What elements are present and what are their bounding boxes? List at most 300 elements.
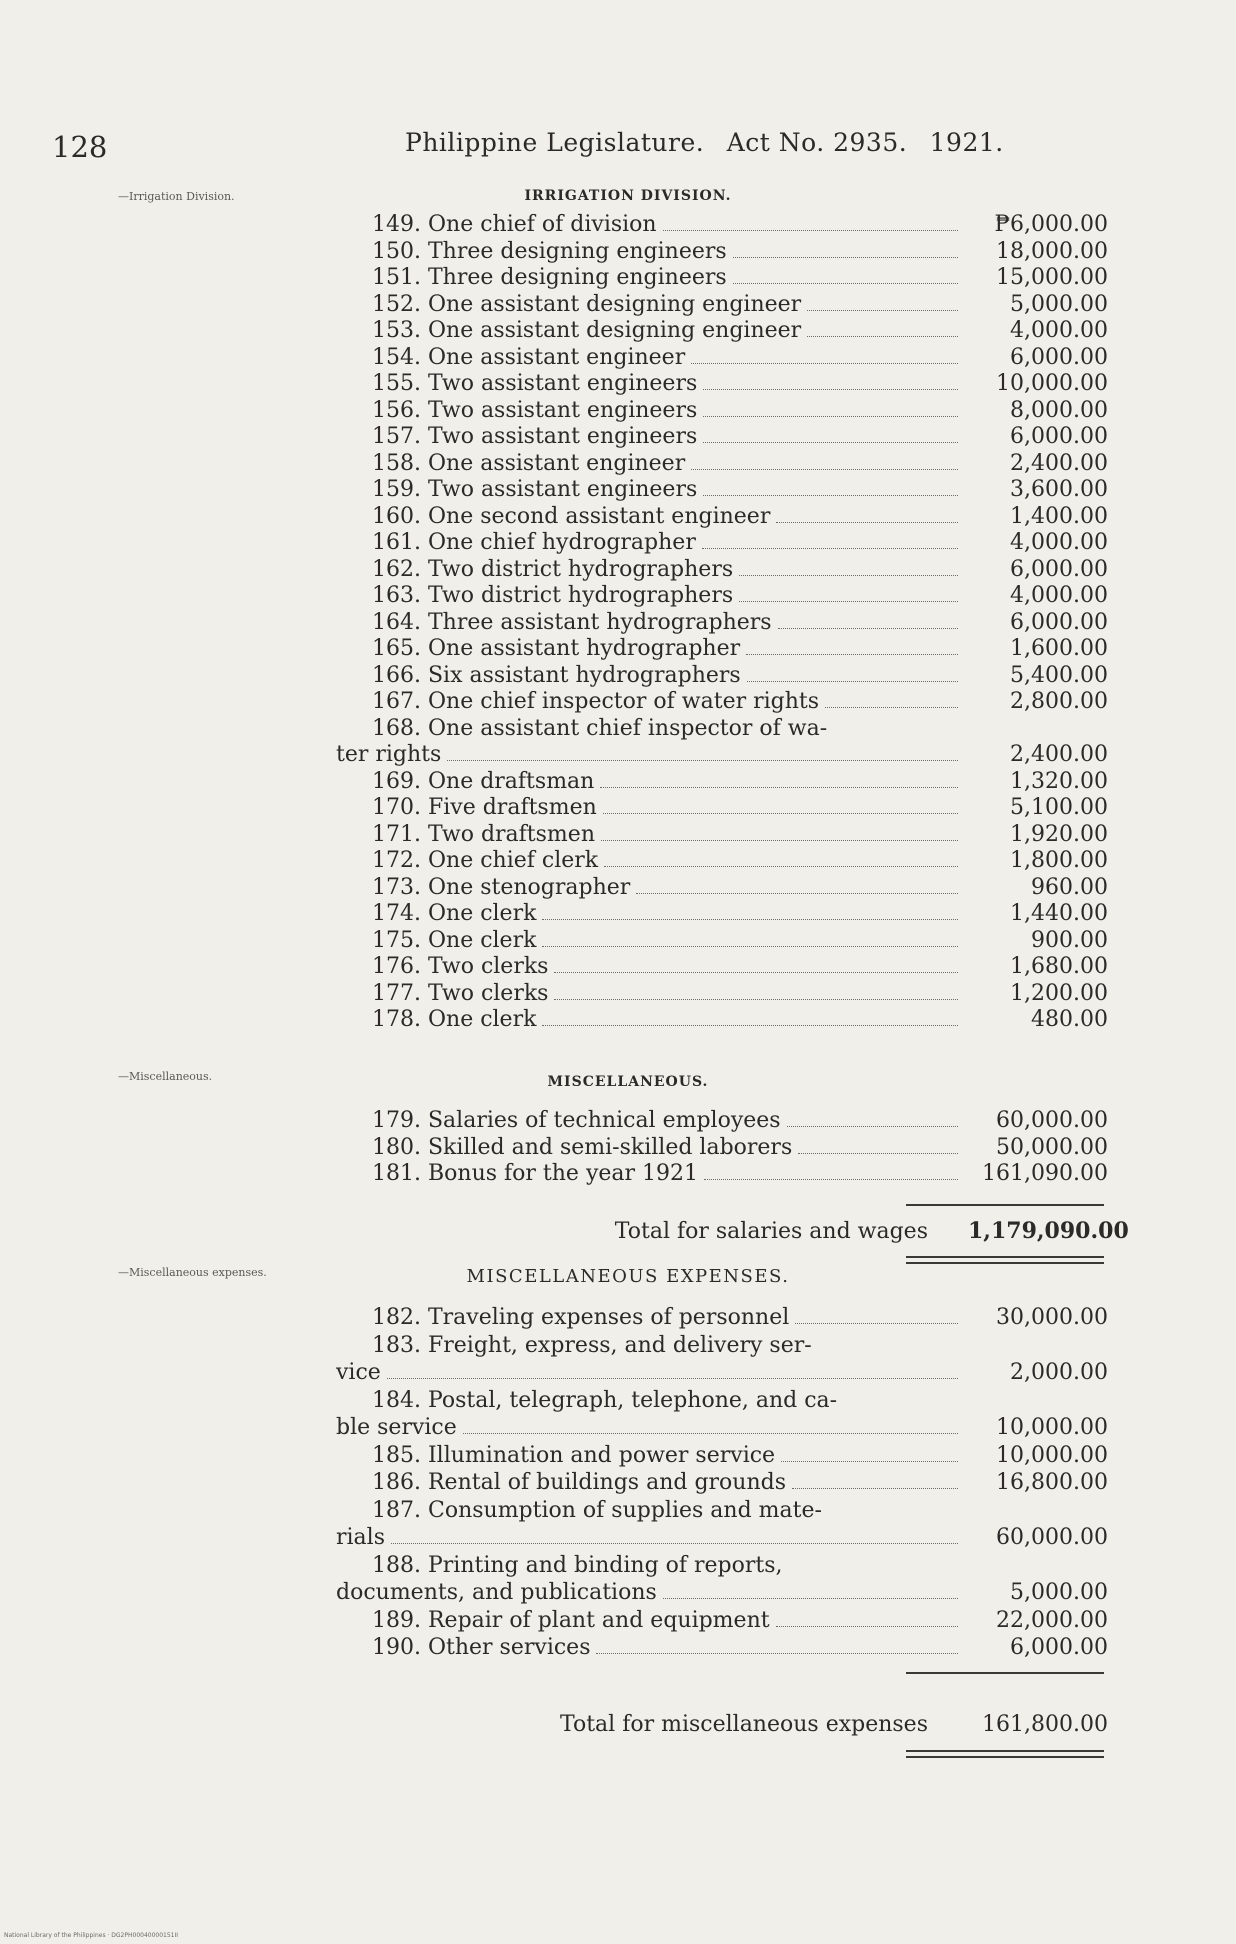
total-salaries-row [336, 1218, 1129, 1244]
item-description: Illumination and power service [427, 1442, 776, 1468]
item-amount: 22,000.00 [996, 1607, 1108, 1633]
line-item [336, 1552, 1108, 1607]
item-number: 174. [372, 901, 421, 926]
item-description: One chief of division [427, 212, 657, 237]
line-item-line [336, 345, 1108, 372]
item-text [372, 1607, 770, 1635]
line-item [336, 1442, 1108, 1470]
item-text [372, 1135, 792, 1162]
leader-dots [703, 442, 958, 443]
item-description: One clerk [427, 927, 537, 953]
item-description-continued: ble service [336, 1415, 457, 1440]
leader-dots [596, 1653, 958, 1654]
line-item-line [336, 928, 1108, 955]
item-text [372, 557, 733, 584]
item-text [372, 1007, 536, 1034]
item-number: 178. [372, 1007, 421, 1032]
item-text [372, 451, 685, 478]
line-item-line [336, 583, 1108, 610]
item-description: Two assistant engineers [427, 371, 698, 396]
item-description: Salaries of technical employees [427, 1108, 781, 1133]
item-number: 190. [372, 1635, 421, 1660]
item-amount: 1,680.00 [1010, 954, 1108, 979]
item-text [372, 1469, 786, 1497]
item-description: Bonus for the year 1921 [427, 1161, 698, 1186]
item-amount: 2,400.00 [1010, 450, 1108, 476]
item-description: Rental of buildings and grounds [427, 1470, 786, 1495]
line-item [336, 583, 1108, 610]
total-salaries-label: Total for salaries and wages [614, 1219, 928, 1244]
item-description: One chief hydrographer [427, 530, 696, 555]
item-description-continued: rials [336, 1525, 385, 1550]
item-amount: 2,400.00 [1010, 742, 1108, 767]
item-amount: 10,000.00 [996, 1415, 1108, 1440]
irrigation-items [336, 212, 1108, 1034]
margin-note-misc-expenses: —Miscellaneous expenses. [118, 1266, 267, 1279]
leader-dots [703, 389, 958, 390]
item-text [372, 371, 697, 398]
item-description: Printing and binding of reports, [427, 1552, 783, 1578]
running-head-title: Philippine Legislature. [405, 128, 705, 157]
item-text [372, 477, 697, 504]
leader-dots [776, 1626, 958, 1627]
leader-dots [554, 999, 958, 1000]
margin-note-miscellaneous: —Miscellaneous. [118, 1070, 213, 1083]
item-text [372, 504, 770, 531]
line-item-line [336, 1135, 1108, 1162]
line-item [336, 530, 1108, 557]
item-description: Three assistant hydrographers [427, 609, 772, 635]
line-item [336, 848, 1108, 875]
item-description: Two draftsmen [427, 821, 595, 847]
item-amount: 60,000.00 [996, 1525, 1108, 1550]
item-text [372, 424, 697, 451]
item-number: 152. [372, 291, 421, 317]
item-description: Two assistant engineers [427, 397, 698, 423]
item-text [372, 1161, 698, 1188]
line-item-line [336, 477, 1108, 504]
item-text [372, 345, 685, 372]
line-item [336, 504, 1108, 531]
item-description: Skilled and semi-skilled laborers [427, 1134, 793, 1160]
item-amount: 30,000.00 [996, 1305, 1108, 1330]
line-item-line [336, 954, 1108, 981]
line-item [336, 795, 1108, 822]
line-item-line [336, 318, 1108, 345]
item-number: 160. [372, 503, 421, 529]
line-item-line [336, 1304, 1108, 1332]
item-number: 183. [372, 1332, 421, 1358]
line-item-first-line [336, 716, 1108, 743]
item-text [372, 663, 741, 690]
misc-expenses-items [336, 1304, 1108, 1662]
item-text [372, 769, 594, 796]
item-number: 188. [372, 1552, 421, 1578]
line-item [336, 1469, 1108, 1497]
item-number: 171. [372, 821, 421, 847]
item-description: Six assistant hydrographers [427, 662, 741, 688]
line-item [336, 981, 1108, 1008]
line-item-line [336, 530, 1108, 557]
leader-dots [391, 1543, 958, 1544]
item-description: Two district hydrographers [427, 556, 734, 582]
item-description: Consumption of supplies and mate- [427, 1497, 822, 1523]
item-text [372, 398, 697, 425]
item-number: 154. [372, 344, 421, 370]
item-text [372, 636, 740, 663]
item-description-continued: vice [336, 1360, 381, 1385]
line-item-line [336, 398, 1108, 425]
total-misc-double-rule [906, 1750, 1104, 1758]
leader-dots [747, 681, 958, 682]
line-item-second-line [336, 1579, 1108, 1607]
item-number: 150. [372, 238, 421, 264]
item-number: 175. [372, 927, 421, 953]
item-number: 166. [372, 662, 421, 688]
line-item-line [336, 1161, 1108, 1188]
item-description: One clerk [427, 901, 537, 926]
item-amount: 5,000.00 [1010, 291, 1108, 317]
item-amount: 480.00 [1031, 1007, 1108, 1032]
item-number: 179. [372, 1108, 421, 1133]
item-amount: 8,000.00 [1010, 397, 1108, 423]
item-text [372, 212, 657, 239]
item-description: One assistant engineer [427, 344, 686, 370]
line-item-line [336, 292, 1108, 319]
leader-dots [542, 919, 958, 920]
line-item-line [336, 636, 1108, 663]
line-item [336, 398, 1108, 425]
line-item [336, 1108, 1108, 1135]
item-description: One assistant designing engineer [427, 318, 802, 343]
item-amount: 1,400.00 [1010, 503, 1108, 529]
item-number: 168. [372, 715, 421, 741]
line-item [336, 318, 1108, 345]
item-number: 182. [372, 1305, 421, 1330]
line-item-first-line [336, 1332, 1108, 1360]
leader-dots [778, 628, 958, 629]
item-description: One chief inspector of water rights [427, 689, 820, 714]
item-description: One assistant chief inspector of wa- [427, 715, 828, 741]
leader-dots [703, 416, 958, 417]
line-item-line [336, 1442, 1108, 1470]
leader-dots [601, 840, 958, 841]
running-head-year: 1921. [929, 128, 1004, 157]
line-item [336, 636, 1108, 663]
item-number: 167. [372, 689, 421, 714]
item-text [372, 848, 598, 875]
leader-dots [554, 972, 958, 973]
item-text [372, 1442, 775, 1470]
line-item-line [336, 371, 1108, 398]
leader-dots [739, 601, 958, 602]
item-amount: 1,320.00 [1010, 768, 1108, 794]
item-amount: 60,000.00 [996, 1108, 1108, 1133]
item-text [372, 239, 727, 266]
line-item-second-line [336, 742, 1108, 769]
line-item-line [336, 1607, 1108, 1635]
item-number: 173. [372, 874, 421, 900]
item-description: One assistant engineer [427, 450, 686, 476]
line-item-line [336, 689, 1108, 716]
item-text [372, 795, 597, 822]
line-item-line [336, 1634, 1108, 1662]
leader-dots [387, 1378, 958, 1379]
item-amount: 960.00 [1031, 874, 1108, 900]
line-item [336, 424, 1108, 451]
line-item-second-line [336, 1414, 1108, 1442]
item-text [372, 318, 801, 345]
item-amount: 6,000.00 [1010, 609, 1108, 635]
item-text [372, 1634, 590, 1662]
item-number: 169. [372, 768, 421, 794]
item-amount: 5,100.00 [1010, 795, 1108, 820]
item-amount: 2,000.00 [1010, 1360, 1108, 1385]
item-amount: 900.00 [1031, 927, 1108, 953]
item-description: Two assistant engineers [427, 477, 698, 502]
total-misc-label: Total for miscellaneous expenses [560, 1712, 928, 1737]
leader-dots [703, 495, 958, 496]
leader-dots [691, 469, 958, 470]
item-number: 151. [372, 265, 421, 290]
item-text [372, 928, 536, 955]
item-number: 185. [372, 1442, 421, 1468]
item-description: Two district hydrographers [427, 583, 734, 608]
leader-dots [663, 1598, 958, 1599]
leader-dots [739, 575, 958, 576]
leader-dots [733, 257, 958, 258]
item-number: 155. [372, 371, 421, 396]
line-item [336, 928, 1108, 955]
subtotal-rule [906, 1204, 1104, 1206]
item-text [372, 689, 819, 716]
line-item-line [336, 875, 1108, 902]
line-item-line [336, 239, 1108, 266]
total-misc-row [336, 1712, 1108, 1737]
line-item-first-line [336, 1497, 1108, 1525]
leader-dots [733, 283, 958, 284]
item-number: 153. [372, 318, 421, 343]
item-description: Other services [427, 1635, 591, 1660]
item-text [372, 822, 595, 849]
leader-dots [604, 866, 958, 867]
item-number: 161. [372, 530, 421, 555]
item-text [372, 265, 727, 292]
line-item-line [336, 663, 1108, 690]
item-amount: 1,200.00 [1010, 980, 1108, 1006]
item-amount: 1,600.00 [1010, 636, 1108, 661]
leader-dots [542, 946, 958, 947]
item-number: 180. [372, 1134, 421, 1160]
item-number: 162. [372, 556, 421, 582]
line-item [336, 265, 1108, 292]
item-description: One stenographer [427, 874, 631, 900]
line-item [336, 663, 1108, 690]
line-item-line [336, 901, 1108, 928]
leader-dots [807, 310, 958, 311]
line-item [336, 875, 1108, 902]
item-number: 159. [372, 477, 421, 502]
line-item [336, 954, 1108, 981]
item-description: Two assistant engineers [427, 424, 698, 449]
leader-dots [600, 787, 958, 788]
item-number: 172. [372, 848, 421, 873]
item-text [372, 1108, 781, 1135]
line-item [336, 1007, 1108, 1034]
leader-dots [798, 1153, 958, 1154]
item-description: Two clerks [427, 980, 549, 1006]
item-number: 157. [372, 424, 421, 449]
item-number: 176. [372, 954, 421, 979]
line-item-line [336, 1007, 1108, 1034]
item-description: Three designing engineers [427, 265, 727, 290]
item-number: 177. [372, 980, 421, 1006]
item-amount: 18,000.00 [996, 238, 1108, 264]
item-description: Traveling expenses of personnel [427, 1305, 790, 1330]
item-number: 164. [372, 609, 421, 635]
section-heading-irrigation: IRRIGATION DIVISION. [524, 188, 732, 204]
line-item-first-line [336, 1387, 1108, 1415]
item-description-continued: documents, and publications [336, 1580, 657, 1605]
item-text [372, 530, 696, 557]
item-number: 163. [372, 583, 421, 608]
leader-dots [702, 548, 958, 549]
item-description: Two clerks [427, 954, 549, 979]
line-item-line [336, 212, 1108, 239]
item-amount: 4,000.00 [1010, 318, 1108, 343]
item-text [372, 292, 801, 319]
leader-dots [447, 760, 958, 761]
line-item-second-line [336, 1524, 1108, 1552]
footer-credit: National Library of the Philippines · DG2PH00040000151II [4, 1932, 179, 1939]
leader-dots [807, 336, 958, 337]
item-amount: 6,000.00 [1010, 1635, 1108, 1660]
leader-dots [787, 1126, 958, 1127]
leader-dots [691, 363, 958, 364]
line-item [336, 477, 1108, 504]
item-description: One draftsman [427, 768, 595, 794]
line-item [336, 371, 1108, 398]
line-item-line [336, 504, 1108, 531]
leader-dots [603, 813, 958, 814]
line-item [336, 1332, 1108, 1387]
line-item [336, 610, 1108, 637]
item-number: 186. [372, 1470, 421, 1495]
item-number: 156. [372, 397, 421, 423]
subtotal-rule-2 [906, 1672, 1104, 1674]
line-item [336, 1387, 1108, 1442]
item-description: One assistant hydrographer [427, 636, 741, 661]
line-item [336, 239, 1108, 266]
line-item-line [336, 451, 1108, 478]
line-item-line [336, 795, 1108, 822]
line-item-line [336, 848, 1108, 875]
item-number: 170. [372, 795, 421, 820]
item-number: 165. [372, 636, 421, 661]
item-amount: 1,920.00 [1010, 821, 1108, 847]
item-number: 158. [372, 450, 421, 476]
section-heading-misc-expenses: MISCELLANEOUS EXPENSES. [466, 1266, 790, 1287]
item-amount: 4,000.00 [1010, 530, 1108, 555]
leader-dots [776, 522, 958, 523]
item-amount: 6,000.00 [1010, 556, 1108, 582]
line-item [336, 1634, 1108, 1662]
item-text [372, 981, 548, 1008]
item-amount: 1,800.00 [1010, 848, 1108, 873]
item-description: One assistant designing engineer [427, 291, 802, 317]
line-item-line [336, 1469, 1108, 1497]
item-text [372, 954, 548, 981]
item-amount: 50,000.00 [996, 1134, 1108, 1160]
leader-dots [663, 230, 958, 231]
item-description: Postal, telegraph, telephone, and ca- [427, 1387, 838, 1413]
margin-note-irrigation: —Irrigation Division. [118, 190, 235, 203]
total-misc-amount: 161,800.00 [982, 1712, 1108, 1737]
item-text [372, 1304, 789, 1332]
item-description: Freight, express, and delivery ser- [427, 1332, 812, 1358]
line-item [336, 1497, 1108, 1552]
leader-dots [704, 1179, 958, 1180]
line-item [336, 345, 1108, 372]
item-amount: 16,800.00 [996, 1470, 1108, 1495]
line-item-line [336, 424, 1108, 451]
item-number: 187. [372, 1497, 421, 1523]
leader-dots [825, 707, 958, 708]
line-item-line [336, 265, 1108, 292]
item-amount: 6,000.00 [1010, 344, 1108, 370]
line-item-line [336, 822, 1108, 849]
item-amount: 15,000.00 [996, 265, 1108, 290]
total-salaries-amount: 1,179,090.00 [968, 1218, 1129, 1244]
line-item [336, 1161, 1108, 1188]
line-item [336, 292, 1108, 319]
leader-dots [795, 1323, 958, 1324]
item-text [372, 610, 772, 637]
item-text [372, 901, 536, 928]
item-description: One chief clerk [427, 848, 599, 873]
leader-dots [463, 1433, 958, 1434]
line-item [336, 769, 1108, 796]
item-amount: 5,000.00 [1010, 1580, 1108, 1605]
line-item-line [336, 610, 1108, 637]
line-item [336, 212, 1108, 239]
item-number: 149. [372, 212, 421, 237]
section-heading-miscellaneous: MISCELLANEOUS. [547, 1074, 709, 1090]
leader-dots [792, 1488, 958, 1489]
item-amount: 6,000.00 [1010, 424, 1108, 449]
line-item-second-line [336, 1359, 1108, 1387]
line-item-line [336, 1108, 1108, 1135]
line-item [336, 557, 1108, 584]
item-description: One clerk [427, 1007, 537, 1032]
line-item [336, 689, 1108, 716]
item-amount: 10,000.00 [996, 371, 1108, 396]
line-item-line [336, 557, 1108, 584]
line-item [336, 901, 1108, 928]
line-item [336, 716, 1108, 769]
line-item-line [336, 769, 1108, 796]
leader-dots [746, 654, 958, 655]
item-description-continued: ter rights [336, 742, 442, 767]
item-number: 181. [372, 1161, 421, 1186]
item-description: Five draftsmen [427, 795, 597, 820]
item-amount: 1,440.00 [1010, 901, 1108, 926]
item-description: Three designing engineers [427, 238, 727, 264]
page-number: 128 [52, 130, 108, 164]
item-text [372, 875, 630, 902]
item-description: Repair of plant and equipment [427, 1607, 770, 1633]
miscellaneous-items [336, 1108, 1108, 1188]
